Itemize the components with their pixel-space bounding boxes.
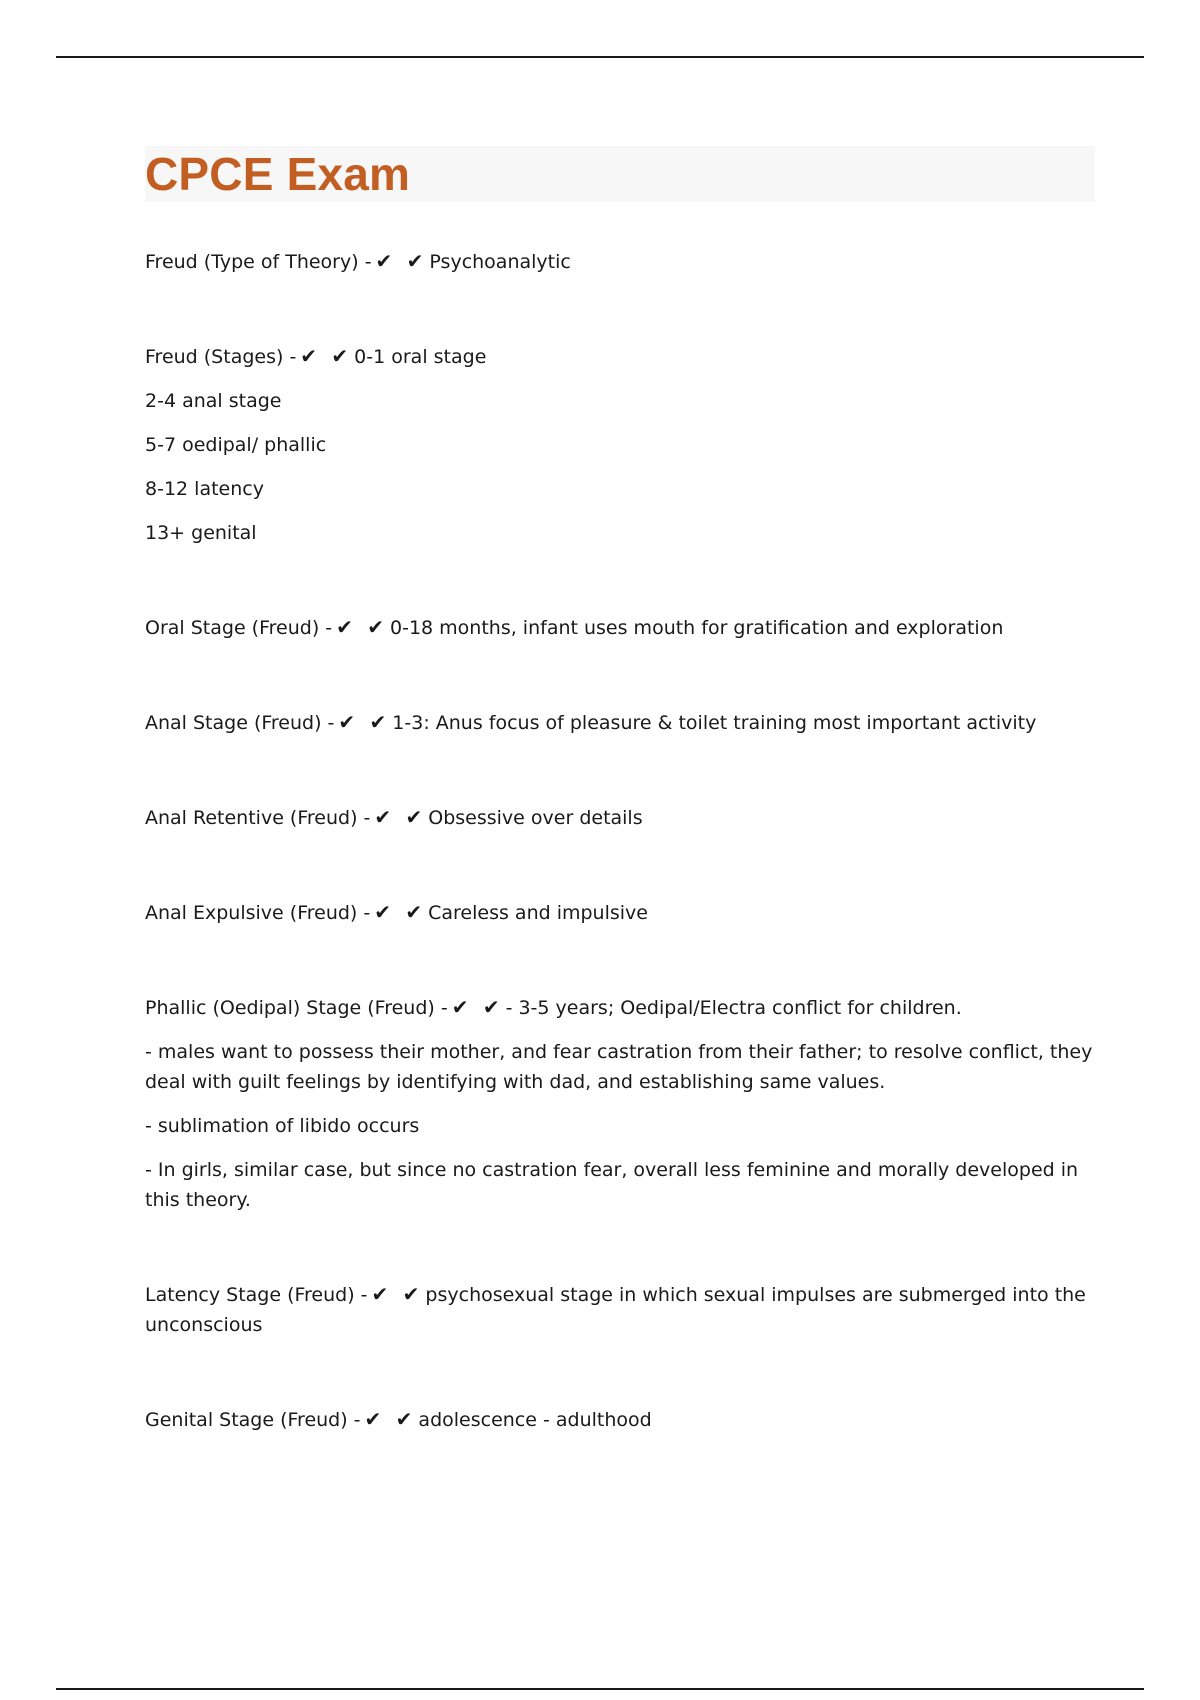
flashcard-answer-line: 5-7 oedipal/ phallic: [145, 434, 327, 456]
card-spacer: [145, 847, 1095, 897]
double-check-icon: ✔ ✔: [364, 1407, 417, 1431]
flashcard: [145, 1404, 1095, 1435]
card-spacer: [145, 752, 1095, 802]
card-spacer: [145, 1229, 1095, 1279]
flashcard-answer: adolescence - adulthood: [418, 1409, 652, 1431]
flashcard: [145, 612, 1095, 643]
flashcard-answer: 1-3: Anus focus of pleasure & toilet training most important activity: [392, 712, 1037, 734]
card-spacer: [145, 942, 1095, 992]
flashcard-question-line: [145, 992, 1095, 1023]
flashcard-question-line: [145, 246, 1095, 277]
card-spacer: [145, 657, 1095, 707]
double-check-icon: ✔ ✔: [338, 710, 391, 734]
flashcard-term: Freud (Type of Theory) -: [145, 251, 372, 273]
double-check-icon: ✔ ✔: [375, 249, 428, 273]
flashcard: [145, 1279, 1095, 1340]
flashcard-question-line: [145, 707, 1095, 738]
footer-rule: [56, 1688, 1144, 1690]
flashcard-question-line: [145, 802, 1095, 833]
double-check-icon: ✔ ✔: [371, 1282, 424, 1306]
flashcard-question-line: [145, 612, 1095, 643]
card-spacer: [145, 1354, 1095, 1404]
flashcard-answer-line: - males want to possess their mother, and fear castration from their father; to resolve conflict, they deal with guilt feelings by identifying with dad, and establishing same values.: [145, 1041, 1093, 1093]
flashcard-answer: 0-18 months, infant uses mouth for gratification and exploration: [390, 617, 1004, 639]
card-spacer: [145, 562, 1095, 612]
double-check-icon: ✔ ✔: [374, 805, 427, 829]
flashcard-term: Anal Retentive (Freud) -: [145, 807, 371, 829]
flashcard: [145, 341, 1095, 548]
card-spacer: [145, 291, 1095, 341]
document-title: CPCE Exam: [145, 148, 411, 200]
double-check-icon: ✔ ✔: [374, 900, 427, 924]
flashcard: [145, 897, 1095, 928]
flashcard-term: Phallic (Oedipal) Stage (Freud) -: [145, 997, 448, 1019]
double-check-icon: ✔ ✔: [451, 995, 504, 1019]
flashcard-term: Oral Stage (Freud) -: [145, 617, 333, 639]
flashcard-answer-line: - In girls, similar case, but since no castration fear, overall less feminine and morally developed in this theory.: [145, 1159, 1079, 1211]
flashcard: [145, 992, 1095, 1215]
flashcard: [145, 246, 1095, 277]
flashcard-answer-line: 8-12 latency: [145, 478, 264, 500]
flashcard-answer: 0-1 oral stage: [354, 346, 487, 368]
flashcard-answer: - 3-5 years; Oedipal/Electra conflict for children.: [505, 997, 962, 1019]
double-check-icon: ✔ ✔: [336, 615, 388, 639]
flashcard-answer-line: - sublimation of libido occurs: [145, 1115, 420, 1137]
flashcard-question-line: [145, 1279, 1095, 1340]
flashcard-term: Anal Stage (Freud) -: [145, 712, 335, 734]
flashcard-question-line: [145, 897, 1095, 928]
flashcard-answer: Obsessive over details: [428, 807, 643, 829]
flashcard-question-line: [145, 1404, 1095, 1435]
double-check-icon: ✔ ✔: [300, 344, 353, 368]
flashcard-term: Latency Stage (Freud) -: [145, 1284, 368, 1306]
flashcard-answer: Careless and impulsive: [428, 902, 648, 924]
flashcard-term: Genital Stage (Freud) -: [145, 1409, 361, 1431]
flashcard-list: [145, 246, 1095, 1435]
header-rule: [56, 56, 1144, 58]
flashcard: [145, 802, 1095, 833]
flashcard-question-line: [145, 341, 1095, 372]
document-body: [145, 146, 1095, 1449]
flashcard-term: Anal Expulsive (Freud) -: [145, 902, 371, 924]
flashcard-answer-line: 13+ genital: [145, 522, 257, 544]
flashcard: [145, 707, 1095, 738]
flashcard-answer: Psychoanalytic: [429, 251, 571, 273]
flashcard-answer: psychosexual stage in which sexual impulses are submerged into the unconscious: [145, 1284, 1086, 1336]
flashcard-answer-line: 2-4 anal stage: [145, 390, 282, 412]
title-band: [145, 146, 1095, 202]
flashcard-term: Freud (Stages) -: [145, 346, 297, 368]
